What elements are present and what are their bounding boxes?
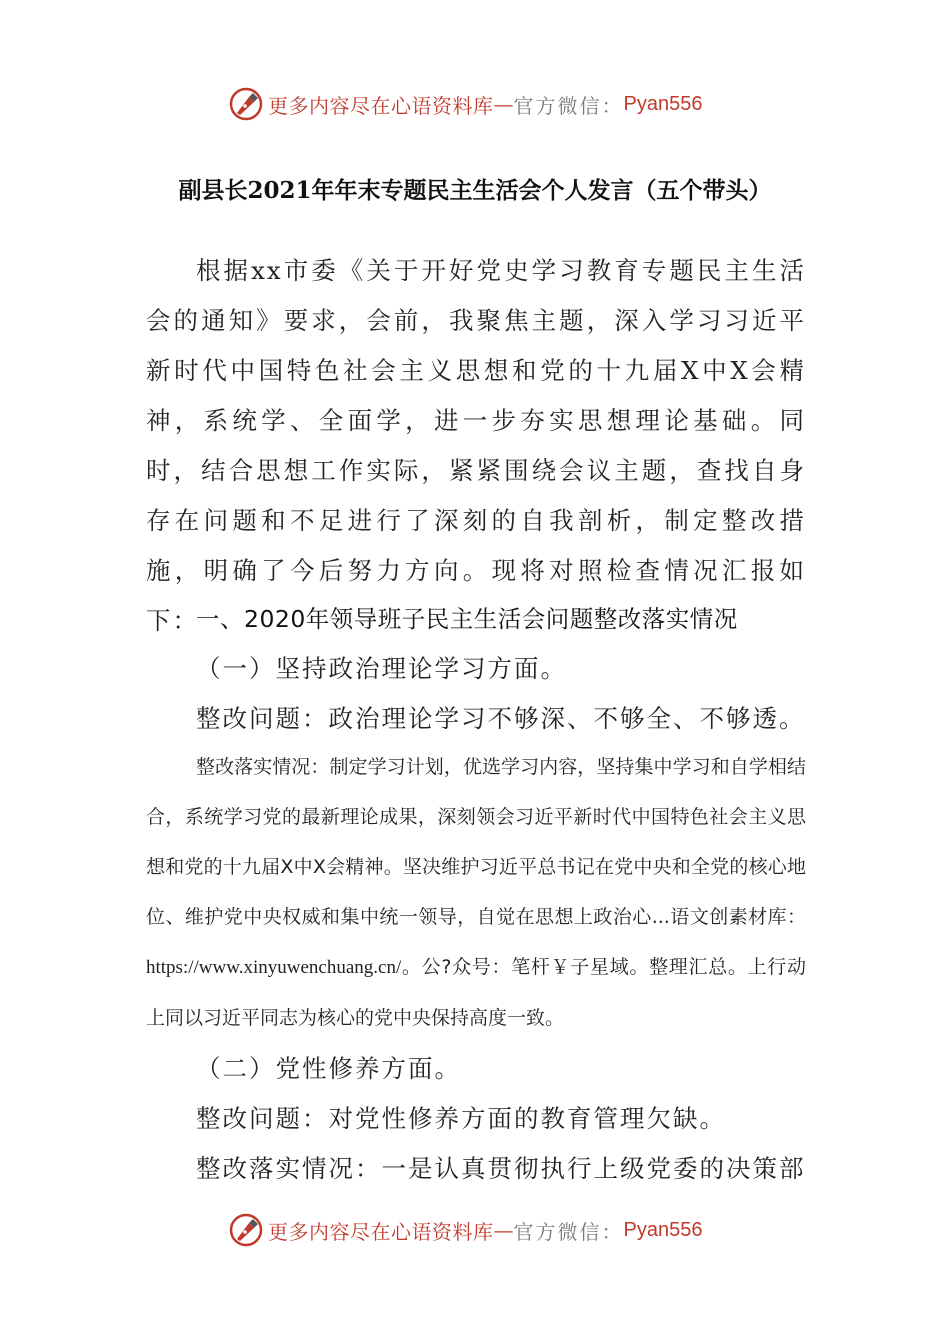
status-text-after-url: 。公?众号：笔杆￥子星域。整理汇总。上行动上同以习近平同志为核心的党中央保持高度一致。 [146, 956, 806, 1029]
rectification-status-1 [146, 742, 806, 1043]
source-url: https://www.xinyuwenchuang.cn/ [146, 957, 402, 978]
section-heading-1: 一、2020年领导班子民主生活会问题整改落实情况 [196, 605, 738, 633]
watermark-footer [228, 1210, 702, 1250]
subsection-heading-1: （一）坚持政治理论学习方面。 [196, 654, 567, 683]
watermark-official-label: 官方微信： [513, 1219, 624, 1244]
pen-nib-logo-icon [228, 1212, 264, 1248]
watermark-text: 更多内容尽在心语资料库 [268, 93, 494, 118]
watermark-separator: — [493, 92, 514, 116]
watermark-wechat-id: Pyan556 [623, 92, 703, 115]
document-title: 副县长2021年年末专题民主生活会个人发言（五个带头） [178, 177, 772, 204]
rectification-issue-2: 整改问题：对党性修养方面的教育管理欠缺。 [196, 1104, 726, 1133]
intro-paragraph: 根据xx市委《关于开好党史学习教育专题民主生活会的通知》要求，会前，我聚焦主题，深入学习习近平新时代中国特色社会主义思想和党的十九届X中X会精神，系统学、全面学，进一步夯实思想理论基础。同时，结合思想工作实际，紧紧围绕会议主题，查找自身存在问题和不足进行了深刻的自我剖析，制定整改措施，明确了今后努力方向。现将对照检查情况汇报如下： [146, 256, 806, 635]
watermark-separator: — [493, 1218, 514, 1242]
status-text-before-url: 整改落实情况：制定学习计划，优选学习内容，坚持集中学习和自学相结合，系统学习党的最新理论成果，深刻领会习近平新时代中国特色社会主义思想和党的十九届X中X会精神。坚决维护习近平总书记在党中央和全党的核心地位、维护党中央权威和集中统一领导，自觉在思想上政治心...语文创素材库： [146, 756, 806, 928]
watermark-header [228, 84, 702, 124]
rectification-status-2: 整改落实情况：一是认真贯彻执行上级党委的决策部 [196, 1154, 806, 1183]
watermark-wechat-id: Pyan556 [623, 1218, 703, 1241]
watermark-text: 更多内容尽在心语资料库 [268, 1219, 494, 1244]
rectification-issue-1: 整改问题：政治理论学习不够深、不够全、不够透。 [196, 704, 806, 733]
watermark-official-label: 官方微信： [513, 93, 624, 118]
pen-nib-logo-icon [228, 86, 264, 122]
subsection-heading-2: （二）党性修养方面。 [196, 1054, 461, 1083]
